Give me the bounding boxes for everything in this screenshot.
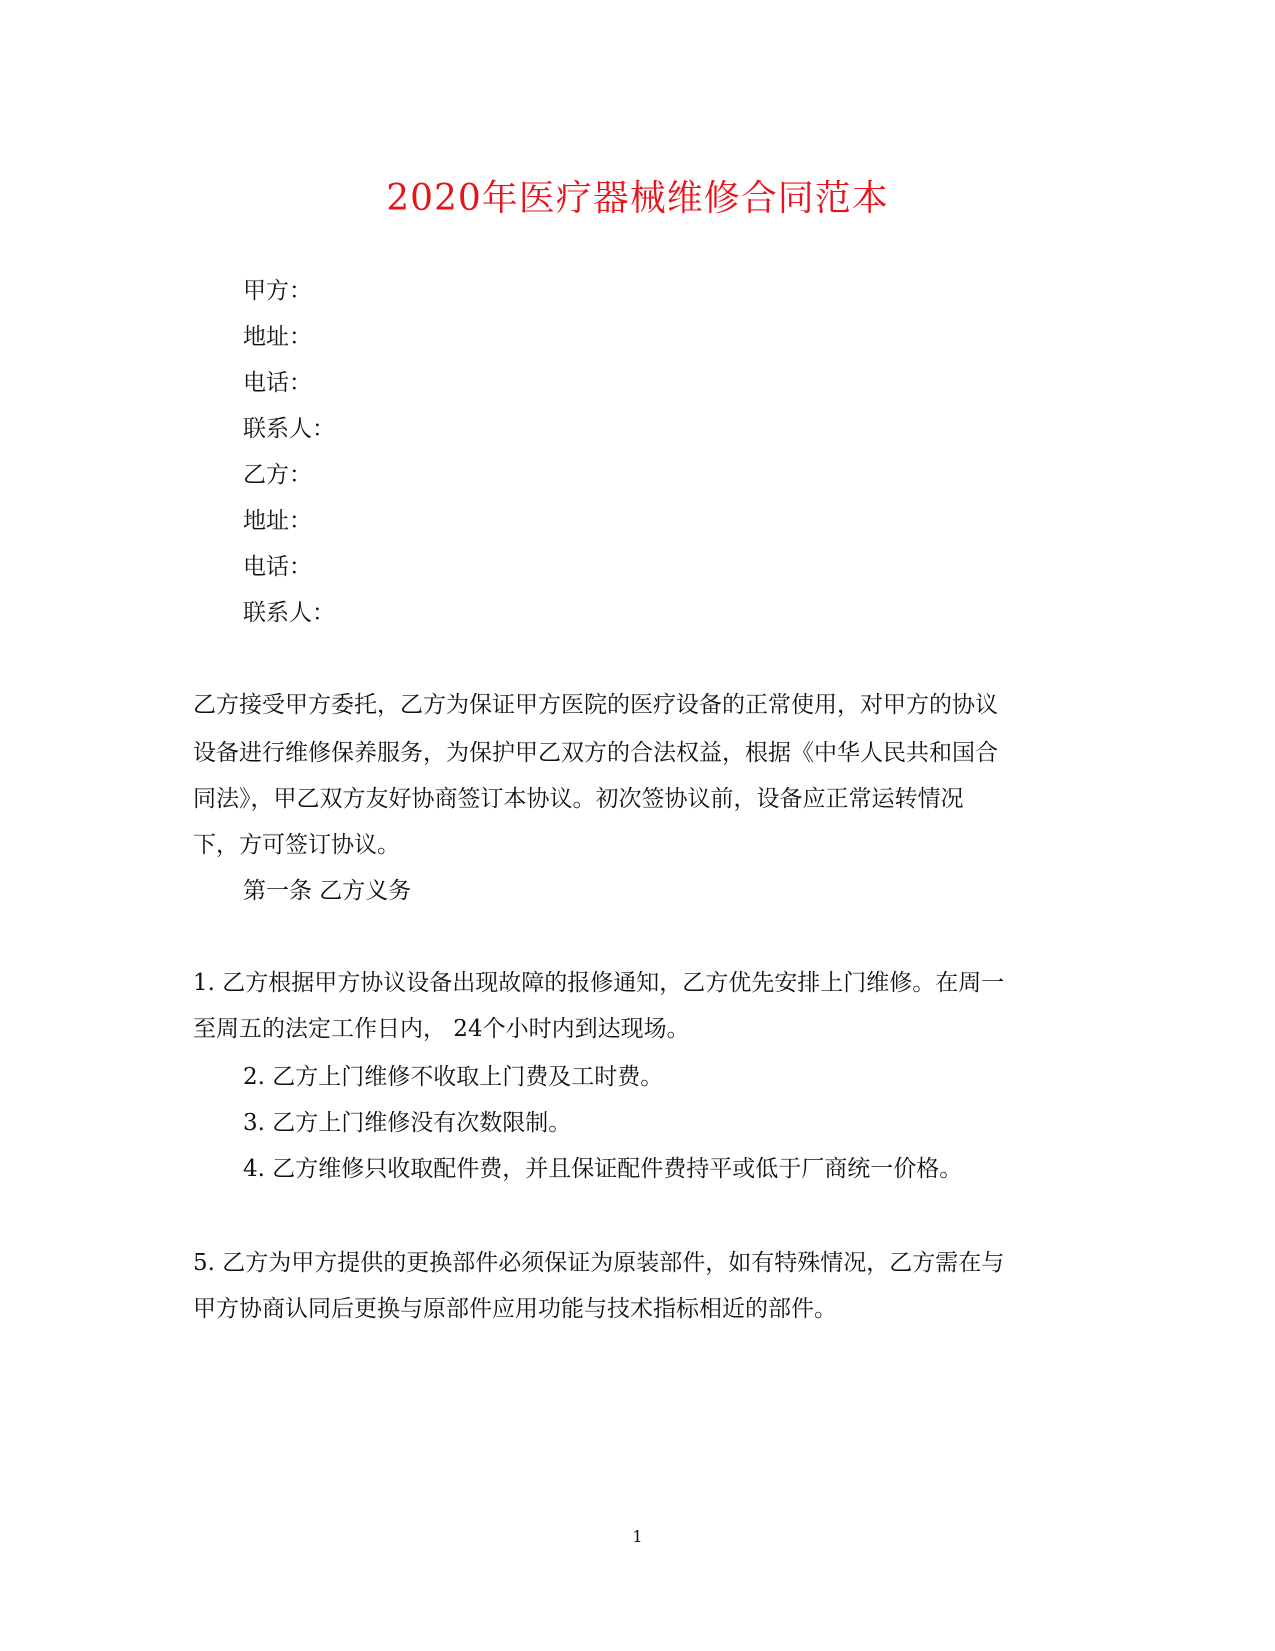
- party-a-contact: 联系人：: [243, 416, 335, 442]
- document-title: 2020年医疗器械维修合同范本: [386, 178, 889, 219]
- article-1-heading: 第一条 乙方义务: [243, 878, 412, 904]
- clause-1-line: 1. 乙方根据甲方协议设备出现故障的报修通知，乙方优先安排上门维修。在周一: [193, 970, 1005, 996]
- intro-line: 同法》，甲乙双方友好协商签订本协议。初次签协议前，设备应正常运转情况: [193, 786, 964, 812]
- party-b-contact: 联系人：: [243, 600, 335, 626]
- clause-1-line: 至周五的法定工作日内， 24个小时内到达现场。: [193, 1016, 690, 1042]
- party-b-address: 地址：: [243, 508, 312, 534]
- clause-4: 4. 乙方维修只收取配件费，并且保证配件费持平或低于厂商统一价格。: [243, 1156, 963, 1182]
- clause-5-line: 5. 乙方为甲方提供的更换部件必须保证为原装部件，如有特殊情况，乙方需在与: [193, 1250, 1005, 1276]
- intro-line: 设备进行维修保养服务，为保护甲乙双方的合法权益，根据《中华人民共和国合: [193, 740, 998, 766]
- party-a-address: 地址：: [243, 324, 312, 350]
- party-b-phone: 电话：: [243, 554, 312, 580]
- intro-line: 下，方可签订协议。: [193, 832, 400, 858]
- clause-2: 2. 乙方上门维修不收取上门费及工时费。: [243, 1064, 664, 1090]
- clause-3: 3. 乙方上门维修没有次数限制。: [243, 1110, 572, 1136]
- party-b-label: 乙方：: [243, 462, 312, 488]
- intro-line: 乙方接受甲方委托，乙方为保证甲方医院的医疗设备的正常使用，对甲方的协议: [193, 692, 998, 718]
- party-a-phone: 电话：: [243, 370, 312, 396]
- party-a-label: 甲方：: [243, 278, 312, 304]
- clause-5-line: 甲方协商认同后更换与原部件应用功能与技术指标相近的部件。: [193, 1296, 837, 1322]
- page-number: 1: [632, 1527, 643, 1546]
